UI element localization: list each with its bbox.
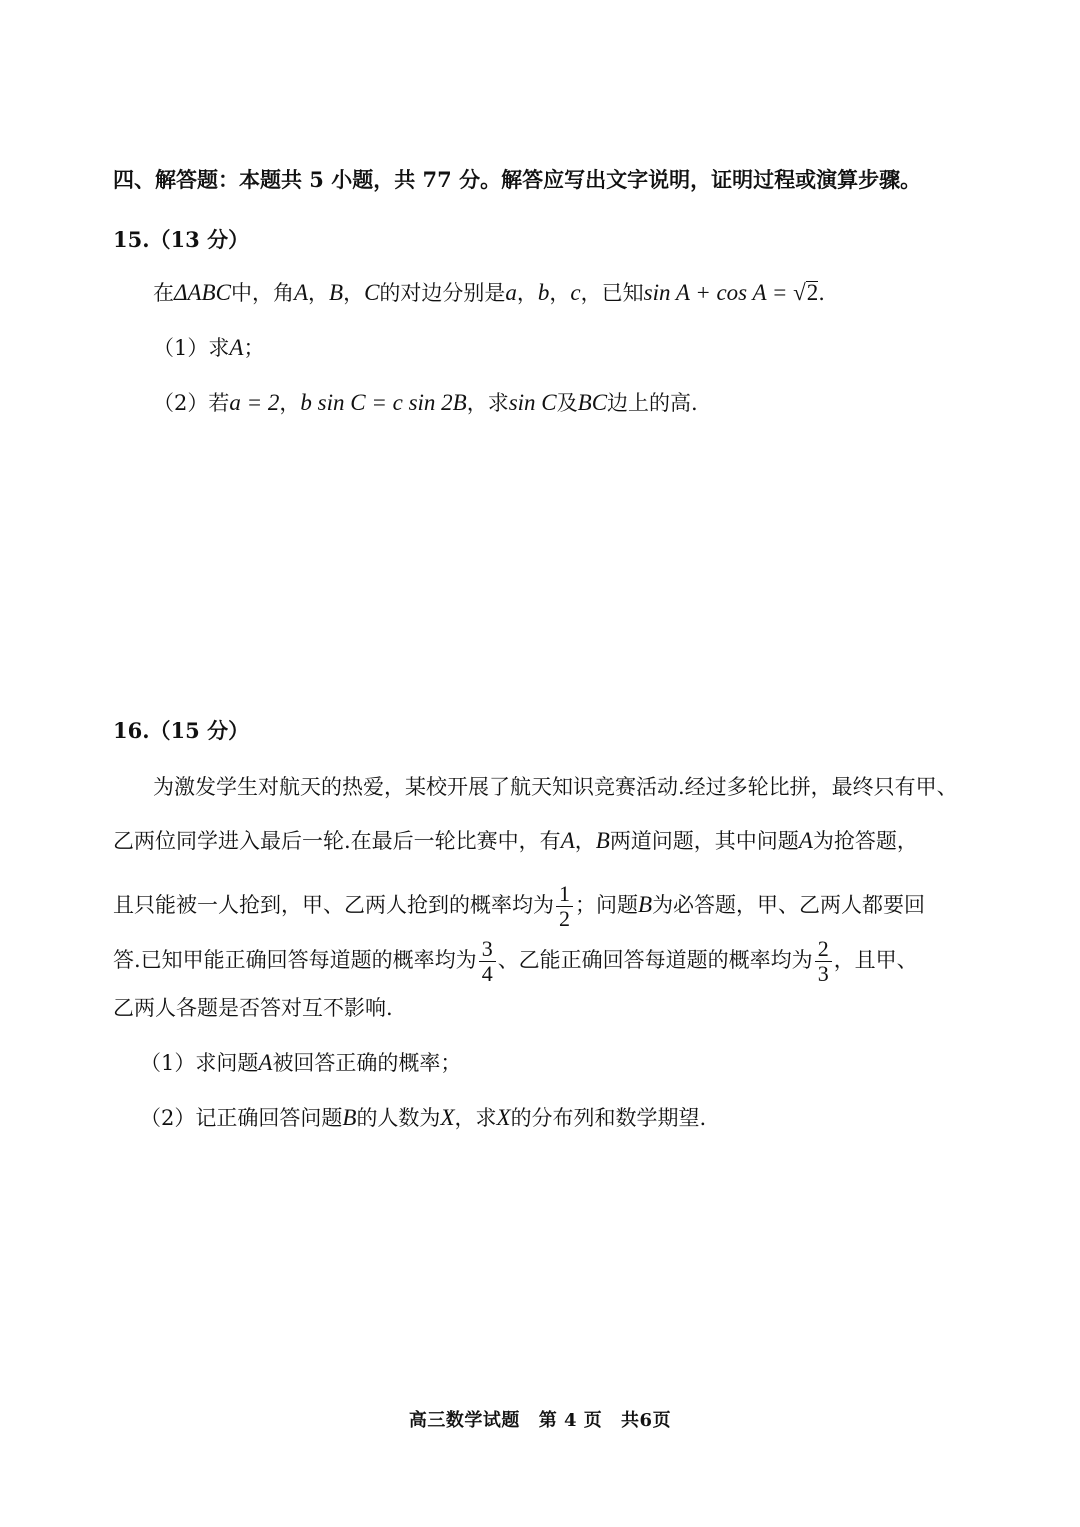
section-heading <box>113 165 921 195</box>
q16-stem-line-1: 为激发学生对航天的热爱，某校开展了航天知识竞赛活动.经过多轮比拼，最终只有甲、 <box>153 775 958 799</box>
sqrt-symbol: √ <box>793 280 806 305</box>
q16-stem-line-3: 且只能被一人抢到，甲、乙两人抢到的概率均为 $\frac{1}{2}$ ；问题B为必答题，甲、乙两人都要回 <box>113 881 926 931</box>
q15-number: 15.（13 分） <box>113 227 250 252</box>
sqrt-radicand: 2 <box>806 280 819 305</box>
q15-stem: 在ΔABC中，角A，B，C的对边分别是a，b，c，已知sin A + cos A = √2. <box>153 280 825 305</box>
fraction-two-thirds: $\frac{2}{3}$ <box>815 937 832 986</box>
fraction-one-half: $\frac{1}{2}$ <box>556 882 573 931</box>
q15-part1: （1）求A； <box>153 335 265 360</box>
q16-stem-line-2: 乙两位同学进入最后一轮.在最后一轮比赛中，有A，B两道问题，其中问题A为抢答题， <box>113 828 918 853</box>
section-heading-text: 四、解答题：本题共 5 小题，共 77 分。解答应写出文字说明，证明过程或演算步骤。 <box>113 167 922 192</box>
q16-part1: （1）求问题A被回答正确的概率； <box>140 1050 462 1075</box>
q15-condition-equation: sin A + cos A = <box>643 280 794 305</box>
q16-part2: （2）记正确回答问题B的人数为X，求X的分布列和数学期望. <box>140 1105 707 1130</box>
q16-number: 16.（15 分） <box>113 718 250 743</box>
q16-stem-line-5: 乙两人各题是否答对互不影响. <box>113 996 393 1020</box>
q16-stem-line-4: 答.已知甲能正确回答每道题的概率均为 $\frac{3}{4}$ 、乙能正确回答每道题的概率均为 $\frac{2}{3}$ ，且甲、 <box>113 936 918 986</box>
footer-title: 高三数学试题 <box>408 1410 520 1431</box>
page-footer <box>0 1406 1080 1432</box>
q15-part2: （2）若a = 2，b sin C = c sin 2B，求sin C及BC边上的高. <box>153 390 698 415</box>
triangle-abc: ΔABC <box>174 280 231 305</box>
footer-page-number: 第 4 页 <box>538 1410 603 1431</box>
footer-total-pages: 共6页 <box>621 1410 672 1431</box>
fraction-three-quarters: $\frac{3}{4}$ <box>479 937 496 986</box>
